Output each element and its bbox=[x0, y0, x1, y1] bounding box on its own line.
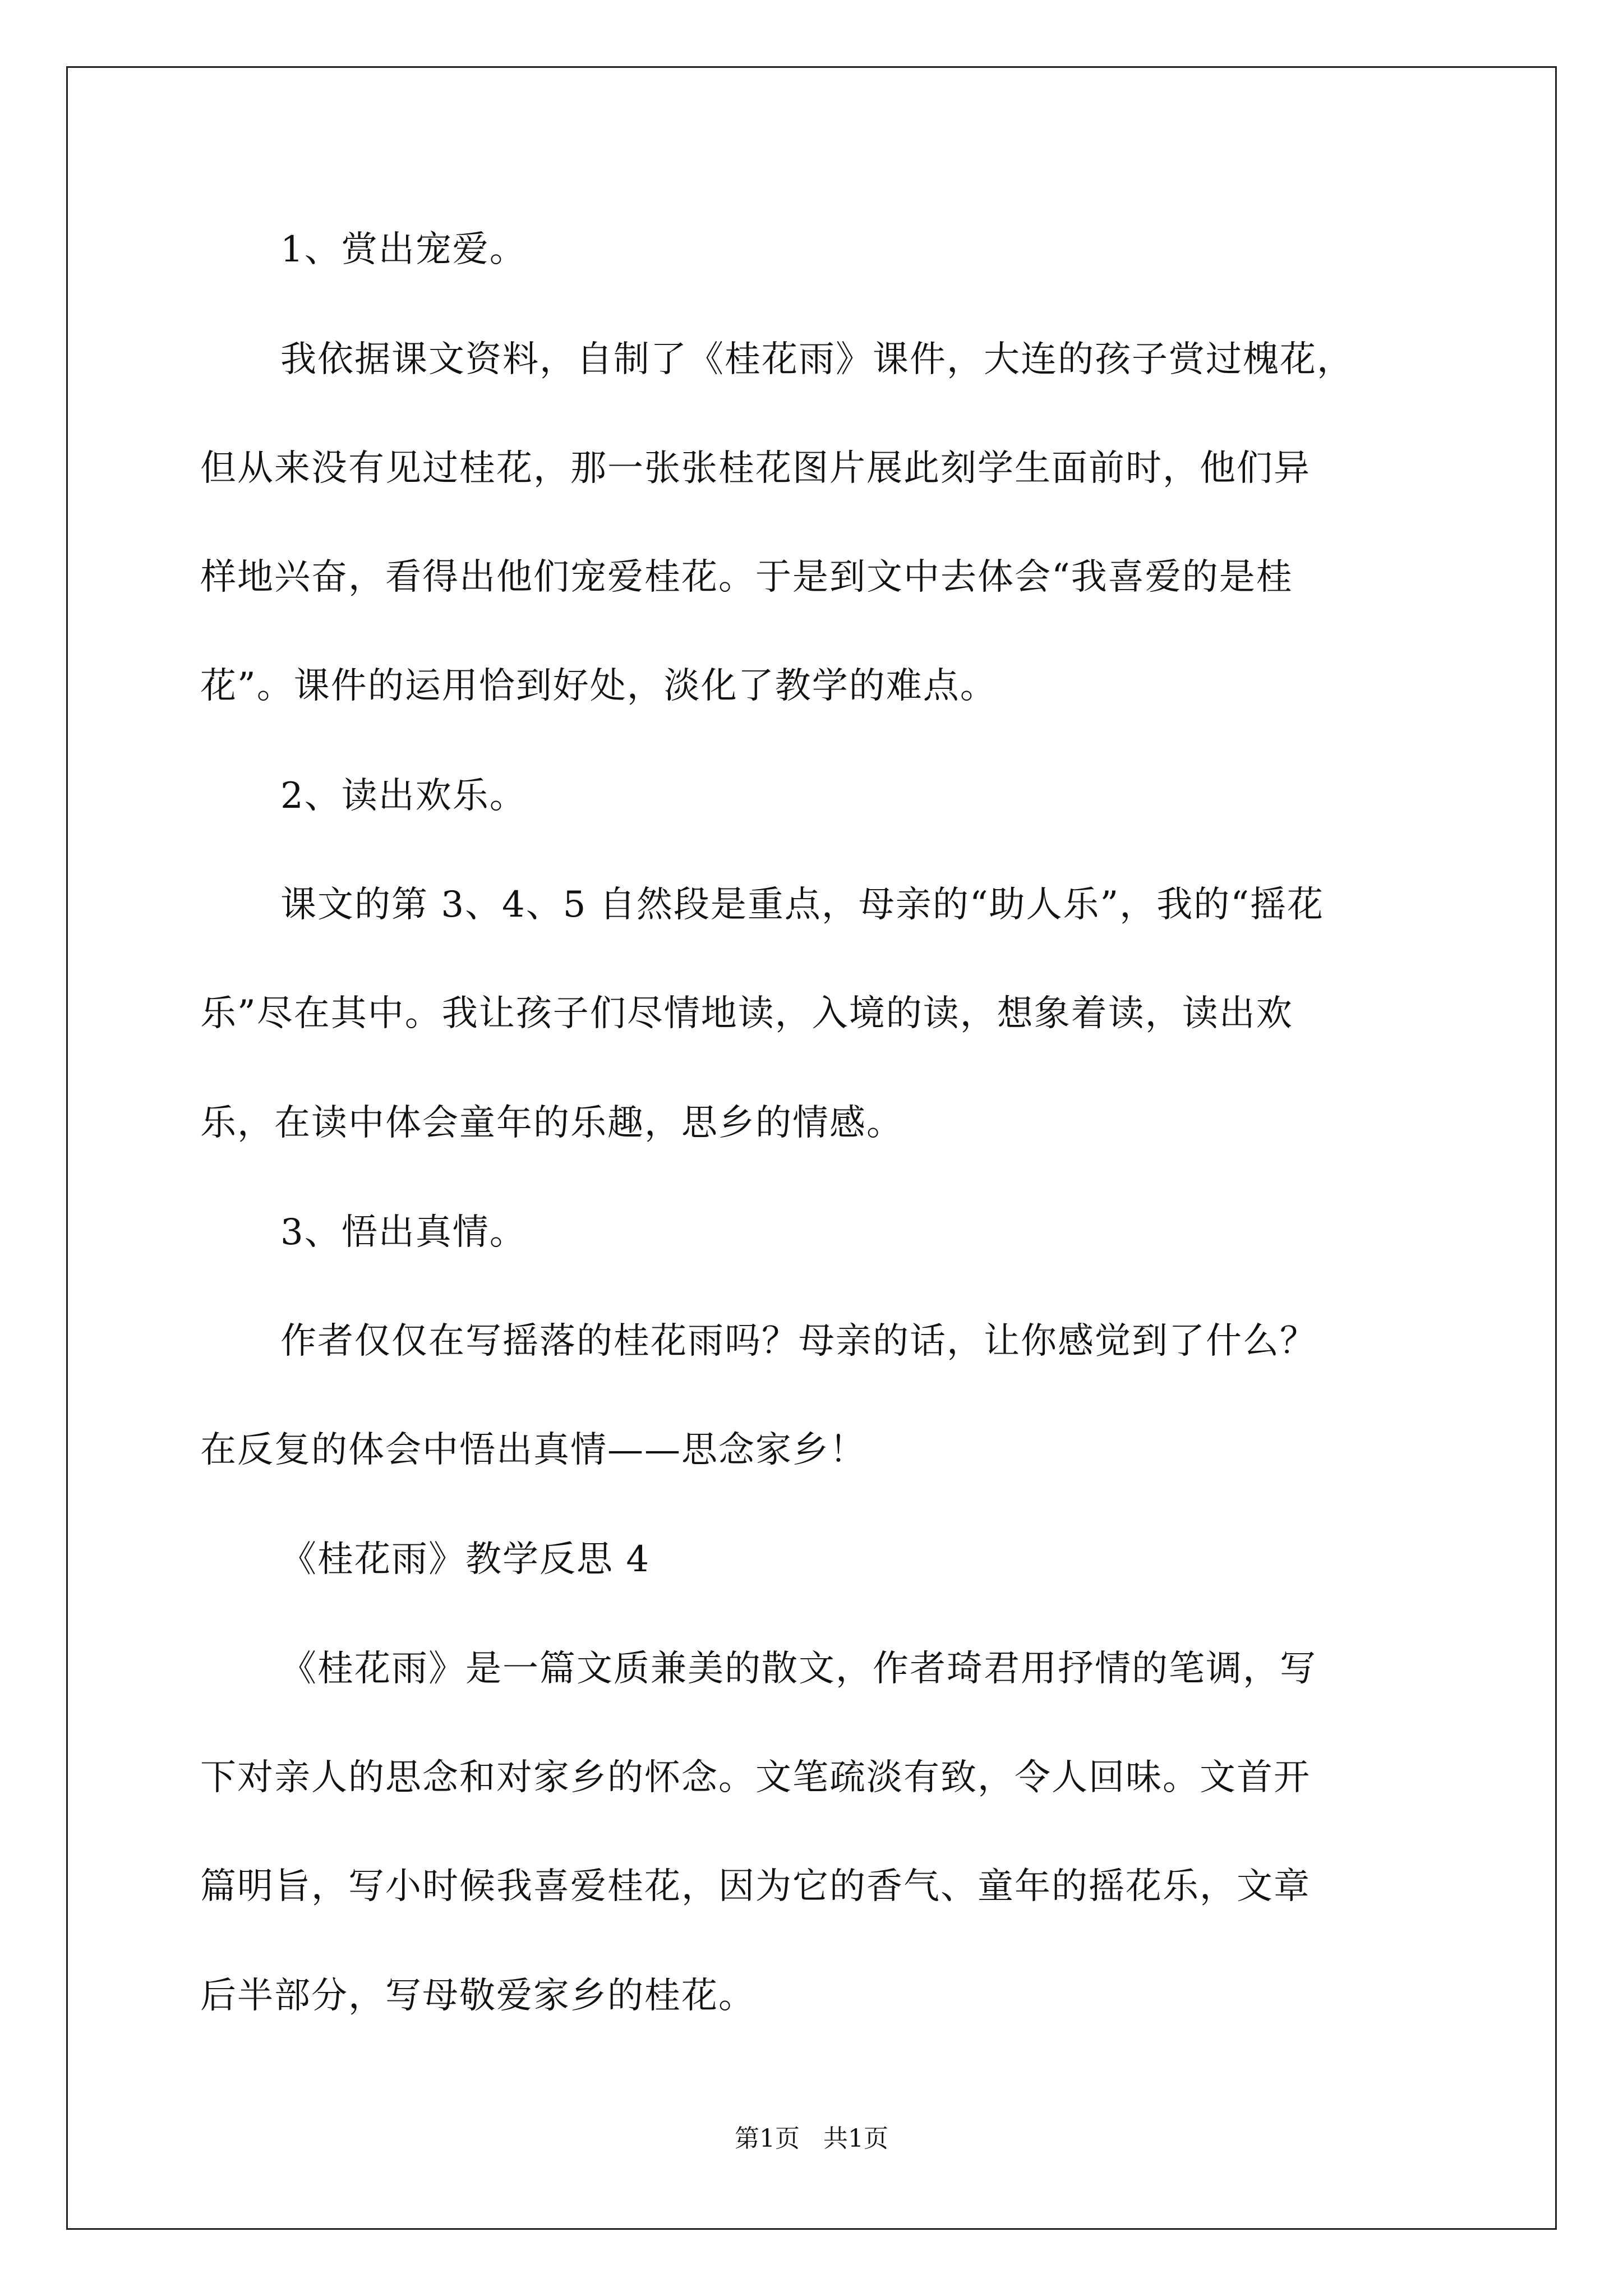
page-footer: 第1页 共1页 bbox=[735, 2124, 888, 2153]
paragraph-line: 在反复的体会中悟出真情——思念家乡！ bbox=[200, 1429, 866, 1471]
item-heading-1: 1、赏出宠爱。 bbox=[280, 229, 527, 270]
paragraph-line: 《桂花雨》是一篇文质兼美的散文，作者琦君用抒情的笔调，写 bbox=[280, 1648, 1317, 1690]
paragraph-line: 我依据课文资料，自制了《桂花雨》课件，大连的孩子赏过槐花， bbox=[280, 339, 1354, 380]
paragraph-line: 下对亲人的思念和对家乡的怀念。文笔疏淡有致，令人回味。文首开 bbox=[200, 1757, 1311, 1798]
paragraph-line: 花”。课件的运用恰到好处，淡化了教学的难点。 bbox=[200, 665, 997, 707]
paragraph-line: 乐”尽在其中。我让孩子们尽情地读，入境的读，想象着读，读出欢 bbox=[200, 993, 1293, 1034]
item-heading-3: 3、悟出真情。 bbox=[280, 1212, 527, 1253]
paragraph-line: 乐，在读中体会童年的乐趣，思乡的情感。 bbox=[200, 1102, 903, 1144]
paragraph-line: 后半部分，写母敬爱家乡的桂花。 bbox=[200, 1975, 755, 2017]
paragraph-line: 课文的第 3、4、5 自然段是重点，母亲的“助人乐”，我的“摇花 bbox=[280, 884, 1324, 926]
paragraph-line: 篇明旨，写小时候我喜爱桂花，因为它的香气、童年的摇花乐，文章 bbox=[200, 1866, 1311, 1907]
section-title: 《桂花雨》教学反思 4 bbox=[280, 1539, 651, 1580]
paragraph-line: 但从来没有见过桂花，那一张张桂花图片展此刻学生面前时，他们异 bbox=[200, 448, 1311, 489]
paragraph-line: 作者仅仅在写摇落的桂花雨吗？母亲的话，让你感觉到了什么？ bbox=[280, 1320, 1317, 1362]
item-heading-2: 2、读出欢乐。 bbox=[280, 775, 527, 817]
paragraph-line: 样地兴奋，看得出他们宠爱桂花。于是到文中去体会“我喜爱的是桂 bbox=[200, 556, 1293, 598]
